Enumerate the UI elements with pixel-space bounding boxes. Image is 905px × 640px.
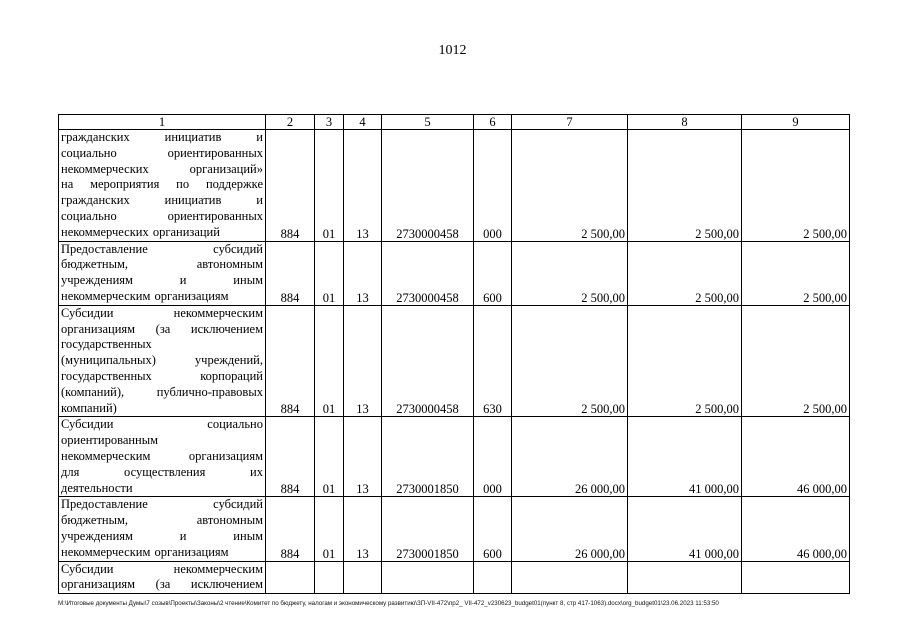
amount-year-3: 46 000,00 (742, 497, 850, 561)
admin-code: 884 (266, 497, 315, 561)
section-code: 01 (315, 417, 344, 497)
description-line: социально ориентированных (61, 208, 263, 223)
expense-type-code: 600 (474, 241, 512, 305)
amount-year-1: 2 500,00 (512, 241, 628, 305)
table-row (59, 497, 850, 561)
amount-year-1: 2 500,00 (512, 130, 628, 242)
table-body (59, 130, 850, 594)
header-row (59, 115, 850, 130)
description-line: деятельности (61, 480, 133, 495)
row-description (59, 417, 266, 497)
description-line: Предоставление субсидий (61, 241, 263, 256)
amount-year-1: 26 000,00 (512, 497, 628, 561)
amount-year-1: 2 500,00 (512, 305, 628, 417)
amount-year-3 (742, 561, 850, 594)
col-header-3: 3 (315, 115, 344, 130)
section-code: 01 (315, 497, 344, 561)
table-row (59, 417, 850, 497)
description-line: некоммерческих организаций (61, 224, 220, 239)
amount-year-1: 26 000,00 (512, 417, 628, 497)
target-article-code: 2730000458 (382, 130, 474, 242)
subsection-code: 13 (344, 241, 382, 305)
target-article-code: 2730000458 (382, 305, 474, 417)
amount-year-2: 2 500,00 (628, 305, 742, 417)
amount-year-1 (512, 561, 628, 594)
table-row (59, 305, 850, 417)
admin-code: 884 (266, 241, 315, 305)
table-row (59, 241, 850, 305)
description-line: учреждениям и иным (61, 528, 263, 543)
target-article-code (382, 561, 474, 594)
admin-code: 884 (266, 305, 315, 417)
description-line: (муниципальных) учреждений, (61, 353, 263, 368)
description-line: (компаний), публично-правовых (61, 384, 263, 399)
col-header-4: 4 (344, 115, 382, 130)
description-line: ориентированным (61, 433, 159, 448)
description-line: Субсидии некоммерческим (61, 305, 263, 320)
admin-code: 884 (266, 130, 315, 242)
description-line: бюджетным, автономным (61, 513, 263, 528)
target-article-code: 2730000458 (382, 241, 474, 305)
amount-year-2: 41 000,00 (628, 417, 742, 497)
page-number: 1012 (438, 43, 467, 58)
description-line: некоммерческих организаций» (61, 161, 263, 176)
amount-year-2: 2 500,00 (628, 241, 742, 305)
col-header-8: 8 (628, 115, 742, 130)
subsection-code: 13 (344, 417, 382, 497)
amount-year-3: 46 000,00 (742, 417, 850, 497)
admin-code: 884 (266, 417, 315, 497)
description-line: на мероприятия по поддержке (61, 177, 263, 192)
subsection-code: 13 (344, 497, 382, 561)
description-line: социально ориентированных (61, 145, 263, 160)
description-line: для осуществления их (61, 464, 263, 479)
budget-table (58, 114, 850, 594)
description-line: некоммерческим организациям (61, 544, 229, 559)
description-line: организациям (за исключением (61, 577, 263, 592)
target-article-code: 2730001850 (382, 417, 474, 497)
amount-year-3: 2 500,00 (742, 241, 850, 305)
col-header-5: 5 (382, 115, 474, 130)
col-header-9: 9 (742, 115, 850, 130)
description-line: Субсидии социально (61, 417, 263, 432)
col-header-2: 2 (266, 115, 315, 130)
file-path-footer: M:\Итоговые документы Думы\7 созыв\Проекты\Законы\2 чтение\Комитет по бюджету, налогам и экономическому развитию\ЗП-VII-472\пр2_ VII-472_v230623_budget01(пункт 8, стр 417-1063).docx\org_budget01\23.06.2023 11:53:50 (58, 600, 719, 607)
amount-year-2: 41 000,00 (628, 497, 742, 561)
expense-type-code: 630 (474, 305, 512, 417)
description-line: гражданских инициатив и (61, 130, 263, 144)
section-code: 01 (315, 130, 344, 242)
description-line: компаний) (61, 400, 117, 415)
expense-type-code: 000 (474, 130, 512, 242)
description-line: бюджетным, автономным (61, 257, 263, 272)
col-header-7: 7 (512, 115, 628, 130)
section-code: 01 (315, 241, 344, 305)
description-line: Субсидии некоммерческим (61, 561, 263, 576)
row-description (59, 497, 266, 561)
table-row (59, 130, 850, 242)
description-line: организациям (за исключением (61, 321, 263, 336)
description-line: государственных корпораций (61, 368, 263, 383)
amount-year-2 (628, 561, 742, 594)
table-row (59, 561, 850, 594)
target-article-code: 2730001850 (382, 497, 474, 561)
admin-code (266, 561, 315, 594)
col-header-1: 1 (59, 115, 266, 130)
amount-year-2: 2 500,00 (628, 130, 742, 242)
subsection-code (344, 561, 382, 594)
description-line: государственных (61, 337, 152, 352)
description-line: некоммерческим организациям (61, 288, 229, 303)
expense-type-code (474, 561, 512, 594)
row-description (59, 561, 266, 594)
section-code (315, 561, 344, 594)
amount-year-3: 2 500,00 (742, 130, 850, 242)
row-description (59, 305, 266, 417)
expense-type-code: 000 (474, 417, 512, 497)
section-code: 01 (315, 305, 344, 417)
description-line: учреждениям и иным (61, 273, 263, 288)
col-header-6: 6 (474, 115, 512, 130)
expense-type-code: 600 (474, 497, 512, 561)
description-line: некоммерческим организациям (61, 448, 263, 463)
description-line: Предоставление субсидий (61, 497, 263, 512)
row-description (59, 241, 266, 305)
subsection-code: 13 (344, 305, 382, 417)
description-line: гражданских инициатив и (61, 193, 263, 208)
row-description (59, 130, 266, 242)
subsection-code: 13 (344, 130, 382, 242)
amount-year-3: 2 500,00 (742, 305, 850, 417)
